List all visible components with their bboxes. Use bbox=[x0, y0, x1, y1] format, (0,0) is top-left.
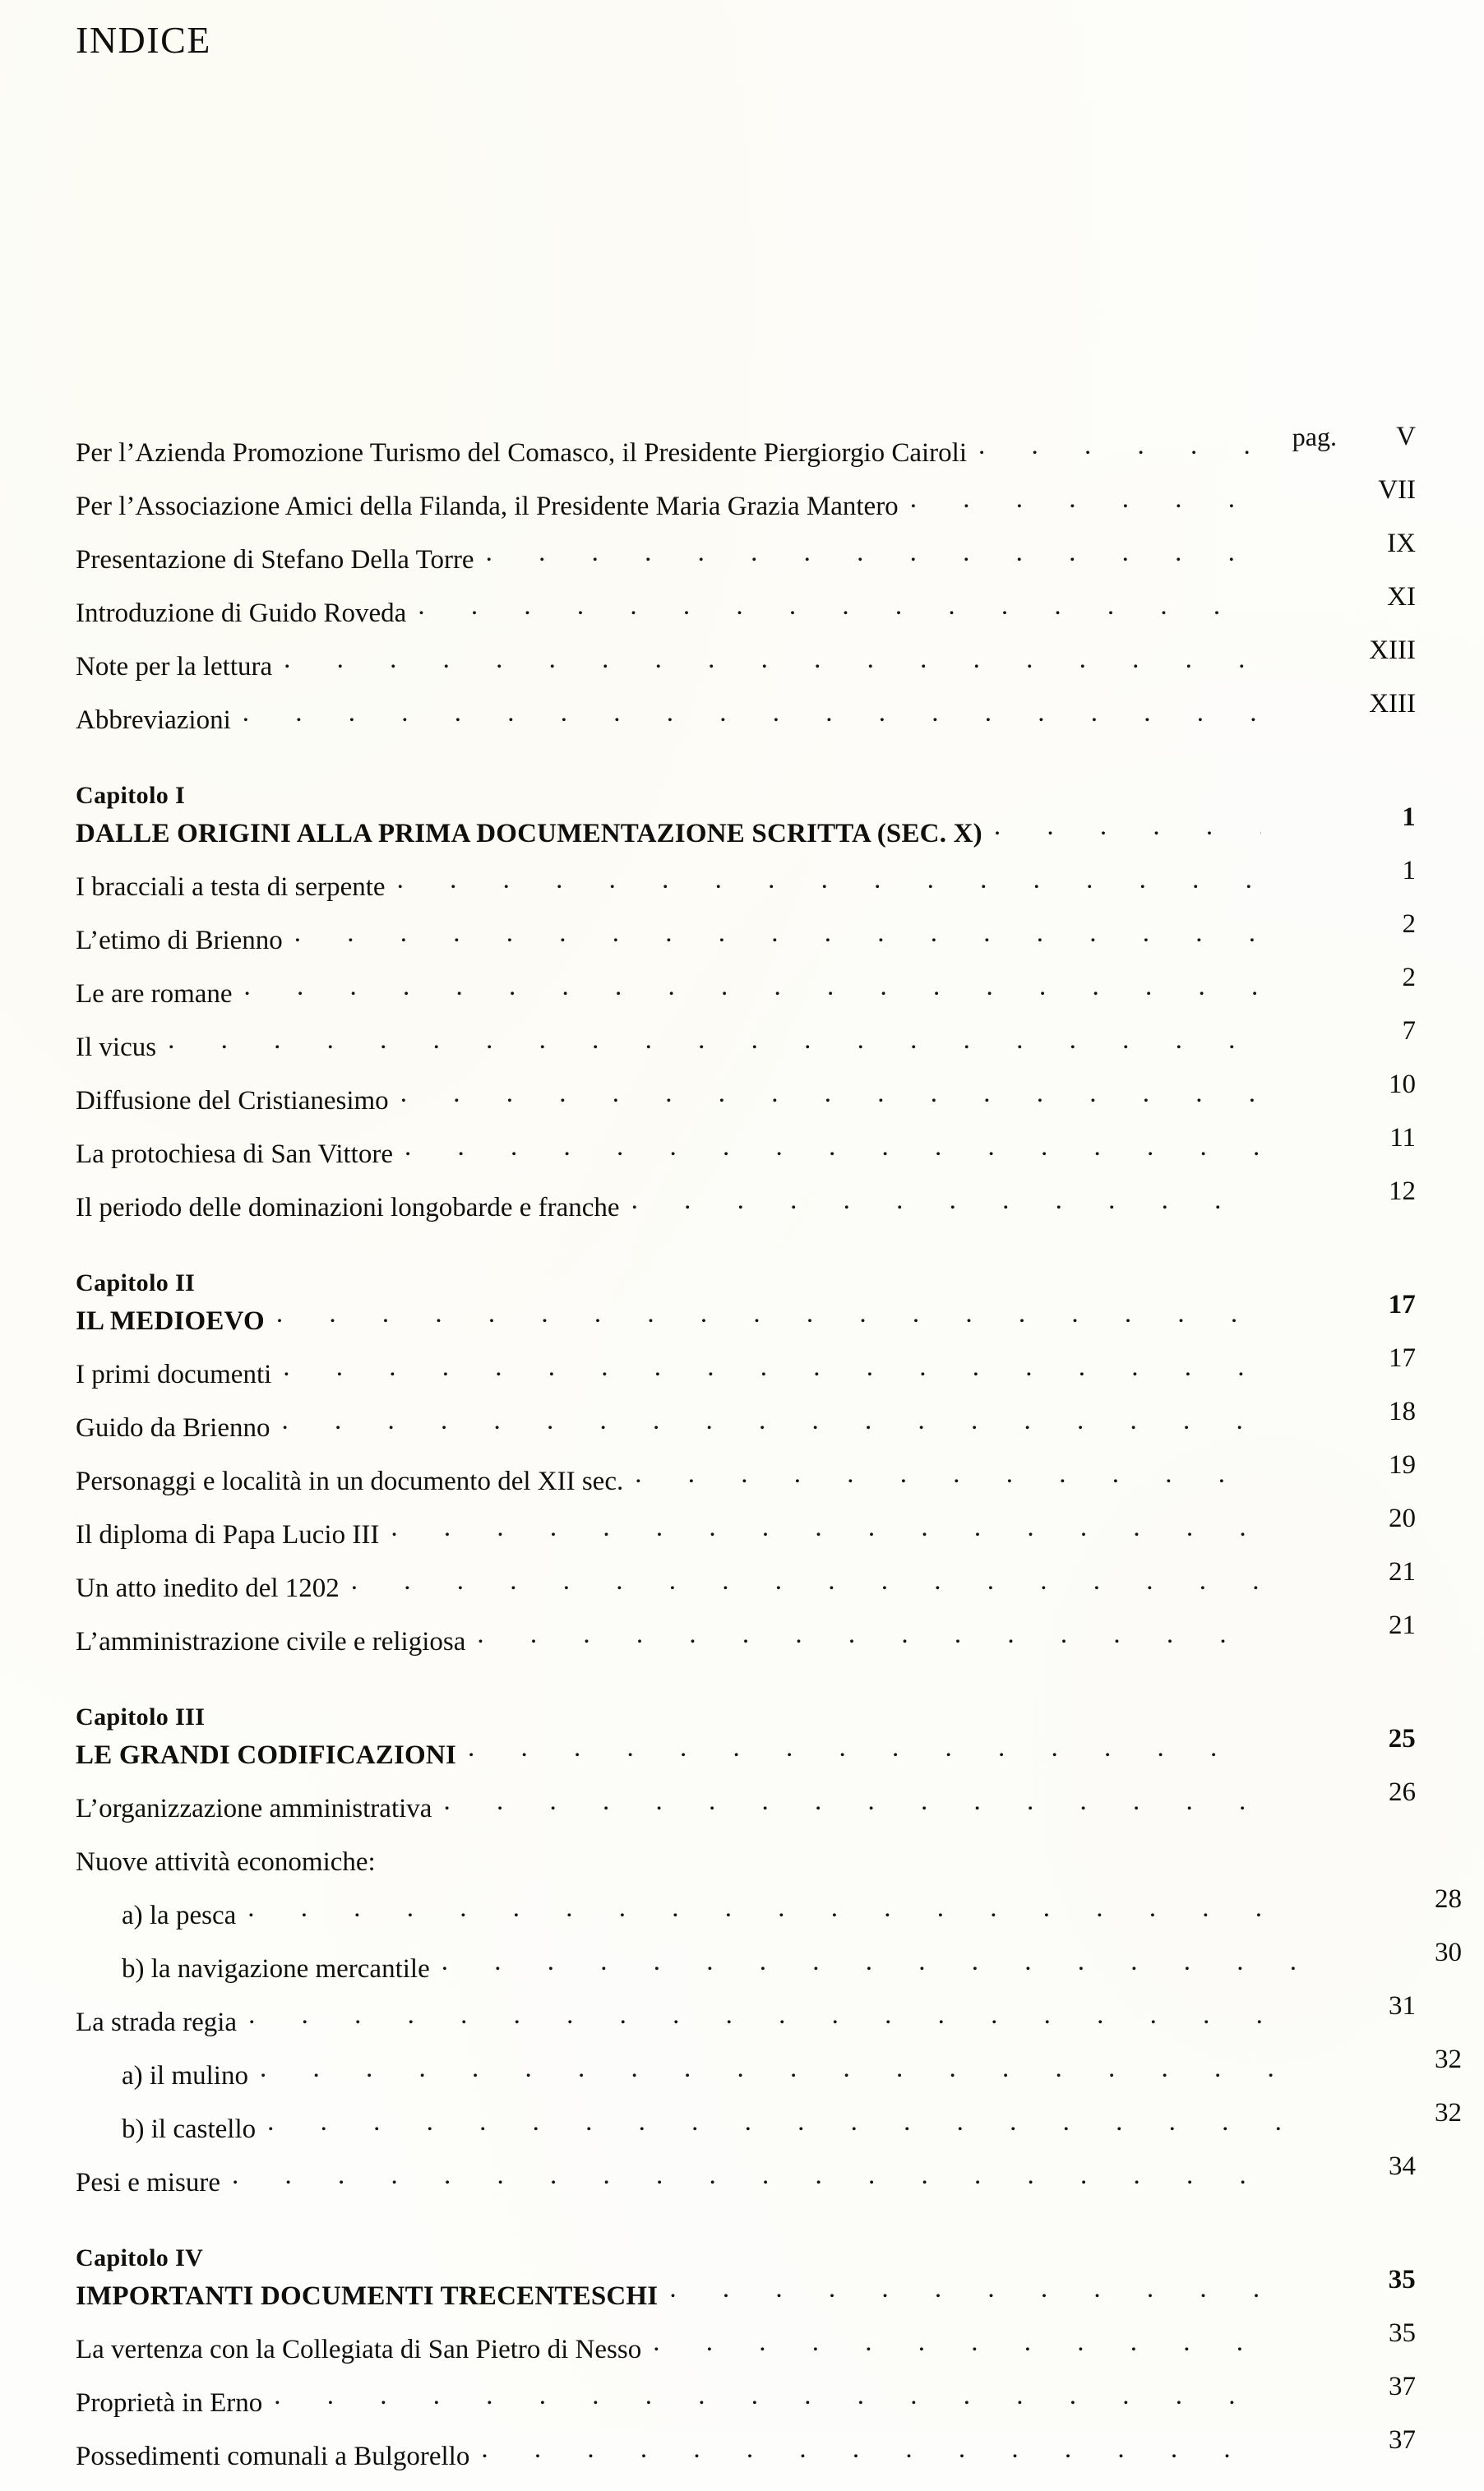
toc-entry-label: Note per la lettura bbox=[76, 652, 273, 682]
dot-leader bbox=[274, 2384, 1261, 2411]
toc-entry-label: La strada regia bbox=[76, 2008, 238, 2037]
dot-leader bbox=[244, 975, 1261, 1002]
toc-entry-4-2[interactable] bbox=[76, 2425, 1416, 2471]
chapter-block-1 bbox=[76, 782, 1416, 1222]
dot-leader bbox=[294, 922, 1261, 949]
toc-entry-page-number: 17 bbox=[1389, 1343, 1416, 1373]
toc-entry-label: Il vicus bbox=[76, 1033, 157, 1062]
dot-leader bbox=[418, 594, 1261, 622]
dot-leader bbox=[397, 868, 1261, 895]
front-matter-entry-1[interactable] bbox=[76, 475, 1416, 521]
toc-entry-page-number: 31 bbox=[1389, 1991, 1416, 2021]
toc-entry-2-3[interactable] bbox=[76, 1504, 1416, 1550]
chapter-number-label: Capitolo III bbox=[76, 1703, 206, 1731]
toc-entry-page-number: IX bbox=[1387, 529, 1416, 558]
dot-leader bbox=[481, 2438, 1261, 2465]
dot-leader bbox=[994, 815, 1261, 842]
dot-leader bbox=[391, 1516, 1261, 1543]
toc-entry-page-number: 18 bbox=[1389, 1397, 1416, 1426]
dot-leader bbox=[387, 1843, 1261, 1870]
chapter-number-label: Capitolo II bbox=[76, 1269, 196, 1296]
dot-leader bbox=[243, 701, 1261, 728]
toc-entry-page-number: 32 bbox=[1435, 2045, 1462, 2074]
toc-entry-label: b) la navigazione mercantile bbox=[122, 1954, 430, 1984]
dot-leader bbox=[468, 1736, 1261, 1763]
toc-entry-label: LE GRANDI CODIFICAZIONI bbox=[76, 1740, 456, 1770]
toc-entry-page-number: 17 bbox=[1388, 1290, 1416, 1319]
toc-entry-1-5[interactable] bbox=[76, 1123, 1416, 1169]
front-matter-entry-3[interactable] bbox=[76, 582, 1416, 628]
toc-entry-page-number: 37 bbox=[1389, 2425, 1416, 2455]
toc-entry-3-1[interactable] bbox=[76, 1843, 1416, 1876]
dot-leader bbox=[486, 541, 1261, 568]
toc-entry-label: Le are romane bbox=[76, 979, 233, 1009]
toc-entry-1-1[interactable] bbox=[76, 909, 1416, 955]
toc-entry-4-0[interactable] bbox=[76, 2318, 1416, 2364]
toc-entry-page-number: 19 bbox=[1389, 1450, 1416, 1480]
toc-entry-page-number: V pag. bbox=[1292, 422, 1416, 451]
toc-entry-label: b) il castello bbox=[122, 2114, 257, 2144]
toc-entry-label: IL MEDIOEVO bbox=[76, 1306, 265, 1336]
toc-entry-page-number: 2 bbox=[1402, 909, 1416, 939]
chapter-title-entry[interactable] bbox=[76, 2265, 1416, 2311]
toc-entry-label: Personaggi e località in un documento del XII sec. bbox=[76, 1467, 624, 1496]
dot-leader bbox=[405, 1135, 1261, 1162]
toc-entry-page-number: XI bbox=[1387, 582, 1416, 612]
toc-entry-1-3[interactable] bbox=[76, 1016, 1416, 1062]
toc-entry-page-number: 10 bbox=[1389, 1070, 1416, 1099]
chapter-title-entry[interactable] bbox=[76, 1290, 1416, 1336]
toc-entry-label: La vertenza con la Collegiata di San Pietro di Nesso bbox=[76, 2335, 642, 2364]
toc-entry-page-number: 35 bbox=[1389, 2318, 1416, 2348]
toc-entry-3-5[interactable] bbox=[76, 2045, 1462, 2091]
toc-entry-page-number: 32 bbox=[1435, 2098, 1462, 2128]
chapters-section bbox=[76, 782, 1462, 2471]
dot-leader bbox=[260, 2057, 1307, 2084]
dot-leader bbox=[168, 1028, 1261, 1056]
toc-entry-label: Pesi e misure bbox=[76, 2168, 220, 2198]
toc-entry-label: Il diploma di Papa Lucio III bbox=[76, 1520, 380, 1550]
toc-entry-page-number: 35 bbox=[1388, 2265, 1416, 2295]
toc-entry-page-number: 20 bbox=[1389, 1504, 1416, 1533]
toc-entry-page-number: 28 bbox=[1435, 1884, 1462, 1914]
chapter-title-entry[interactable] bbox=[76, 1724, 1416, 1770]
toc-entry-label: IMPORTANTI DOCUMENTI TRECENTESCHI bbox=[76, 2281, 659, 2311]
toc-entry-page-number: 11 bbox=[1389, 1123, 1416, 1153]
toc-entry-3-6[interactable] bbox=[76, 2098, 1462, 2144]
chapter-block-4 bbox=[76, 2244, 1416, 2470]
dot-leader bbox=[635, 1463, 1261, 1490]
toc-entry-label: Il periodo delle dominazioni longobarde e franche bbox=[76, 1193, 620, 1222]
toc-entry-3-0[interactable] bbox=[76, 1777, 1416, 1823]
toc-entry-label: a) il mulino bbox=[122, 2061, 248, 2091]
toc-entry-page-number: 30 bbox=[1435, 1938, 1462, 1967]
toc-entry-label: L’etimo di Brienno bbox=[76, 926, 283, 955]
dot-leader bbox=[276, 1302, 1261, 1329]
dot-leader bbox=[283, 1356, 1261, 1383]
toc-entry-page-number: 1 bbox=[1402, 856, 1416, 885]
toc-entry-label: Diffusione del Cristianesimo bbox=[76, 1086, 389, 1116]
dot-leader bbox=[351, 1569, 1261, 1597]
chapter-number-label: Capitolo I bbox=[76, 782, 186, 809]
chapter-title-entry[interactable] bbox=[76, 802, 1416, 848]
toc-entry-label: I primi documenti bbox=[76, 1360, 272, 1389]
dot-leader bbox=[631, 1189, 1261, 1216]
toc-entry-page-number: XIII bbox=[1369, 689, 1416, 719]
toc-entry-3-3[interactable] bbox=[76, 1938, 1462, 1984]
toc-entry-3-4[interactable] bbox=[76, 1991, 1416, 2037]
front-matter-entry-4[interactable] bbox=[76, 635, 1416, 682]
toc-entry-1-2[interactable] bbox=[76, 963, 1416, 1009]
front-matter-entry-0[interactable] bbox=[76, 422, 1416, 468]
toc-entry-page-number: VII bbox=[1378, 475, 1416, 505]
front-matter-entry-5[interactable] bbox=[76, 689, 1416, 735]
dot-leader bbox=[477, 1623, 1261, 1650]
toc-entry-3-2[interactable] bbox=[76, 1884, 1462, 1930]
toc-entry-page-number: 1 bbox=[1402, 802, 1416, 832]
dot-leader bbox=[400, 1082, 1261, 1109]
dot-leader bbox=[442, 1950, 1307, 1977]
toc-entry-label: Abbreviazioni bbox=[76, 705, 231, 735]
page-title: INDICE bbox=[76, 19, 211, 61]
toc-entry-page-number: 34 bbox=[1389, 2151, 1416, 2181]
dot-leader bbox=[284, 648, 1261, 675]
toc-entry-page-number: 25 bbox=[1388, 1724, 1416, 1754]
dot-leader bbox=[248, 2003, 1261, 2031]
toc-entry-page-number: 21 bbox=[1389, 1557, 1416, 1587]
toc-entry-page-number: 37 bbox=[1389, 2372, 1416, 2401]
toc-entry-label: L’organizzazione amministrativa bbox=[76, 1794, 432, 1823]
toc-entry-1-4[interactable] bbox=[76, 1070, 1416, 1116]
table-of-contents bbox=[76, 422, 1462, 2491]
dot-leader bbox=[978, 434, 1261, 461]
toc-entry-label: Introduzione di Guido Roveda bbox=[76, 598, 407, 628]
toc-entry-4-1[interactable] bbox=[76, 2372, 1416, 2418]
toc-entry-2-4[interactable] bbox=[76, 1557, 1416, 1603]
toc-entry-label: Nuove attività economiche: bbox=[76, 1847, 376, 1877]
toc-entry-page-number: 21 bbox=[1389, 1611, 1416, 1640]
toc-entry-label: Proprietà in Erno bbox=[76, 2388, 263, 2418]
front-matter-entry-2[interactable] bbox=[76, 529, 1416, 575]
toc-entry-2-5[interactable] bbox=[76, 1611, 1416, 1657]
page-column-label: pag. bbox=[1292, 422, 1337, 451]
toc-entry-3-7[interactable] bbox=[76, 2151, 1416, 2198]
toc-entry-label: L’amministrazione civile e religiosa bbox=[76, 1627, 466, 1657]
chapter-block-3 bbox=[76, 1703, 1462, 2198]
toc-entry-label: Un atto inedito del 1202 bbox=[76, 1574, 340, 1603]
dot-leader bbox=[281, 1409, 1261, 1436]
toc-entry-label: DALLE ORIGINI ALLA PRIMA DOCUMENTAZIONE SCRITTA (SEC. X) bbox=[76, 819, 982, 848]
toc-entry-label: Guido da Brienno bbox=[76, 1413, 270, 1443]
dot-leader bbox=[910, 488, 1261, 515]
dot-leader bbox=[443, 1790, 1261, 1817]
toc-entry-label: Presentazione di Stefano Della Torre bbox=[76, 545, 474, 575]
toc-entry-label: I bracciali a testa di serpente bbox=[76, 872, 386, 902]
toc-entry-label: Per l’Associazione Amici della Filanda, il Presidente Maria Grazia Mantero bbox=[76, 492, 899, 521]
dot-leader bbox=[232, 2164, 1261, 2191]
dot-leader bbox=[669, 2277, 1261, 2304]
toc-entry-page-number: 7 bbox=[1402, 1016, 1416, 1046]
chapter-block-2 bbox=[76, 1269, 1416, 1656]
toc-entry-2-1[interactable] bbox=[76, 1397, 1416, 1443]
toc-entry-label: a) la pesca bbox=[122, 1901, 237, 1930]
dot-leader bbox=[653, 2331, 1261, 2358]
toc-entry-page-number: 2 bbox=[1402, 963, 1416, 992]
dot-leader bbox=[247, 1897, 1307, 1924]
toc-entry-label: La protochiesa di San Vittore bbox=[76, 1139, 393, 1169]
toc-entry-1-6[interactable] bbox=[76, 1176, 1416, 1222]
toc-entry-2-2[interactable] bbox=[76, 1450, 1416, 1496]
toc-entry-label: Possedimenti comunali a Bulgorello bbox=[76, 2442, 470, 2471]
chapter-number-label: Capitolo IV bbox=[76, 2244, 204, 2271]
toc-entry-2-0[interactable] bbox=[76, 1343, 1416, 1389]
toc-entry-page-number: 26 bbox=[1389, 1777, 1416, 1807]
toc-entry-1-0[interactable] bbox=[76, 856, 1416, 902]
toc-entry-label: Per l’Azienda Promozione Turismo del Comasco, il Presidente Piergiorgio Cairoli bbox=[76, 438, 968, 468]
toc-entry-page-number: XIII bbox=[1369, 635, 1416, 665]
dot-leader bbox=[267, 2110, 1307, 2137]
toc-entry-page-number: 12 bbox=[1389, 1176, 1416, 1206]
front-matter-section bbox=[76, 422, 1416, 735]
